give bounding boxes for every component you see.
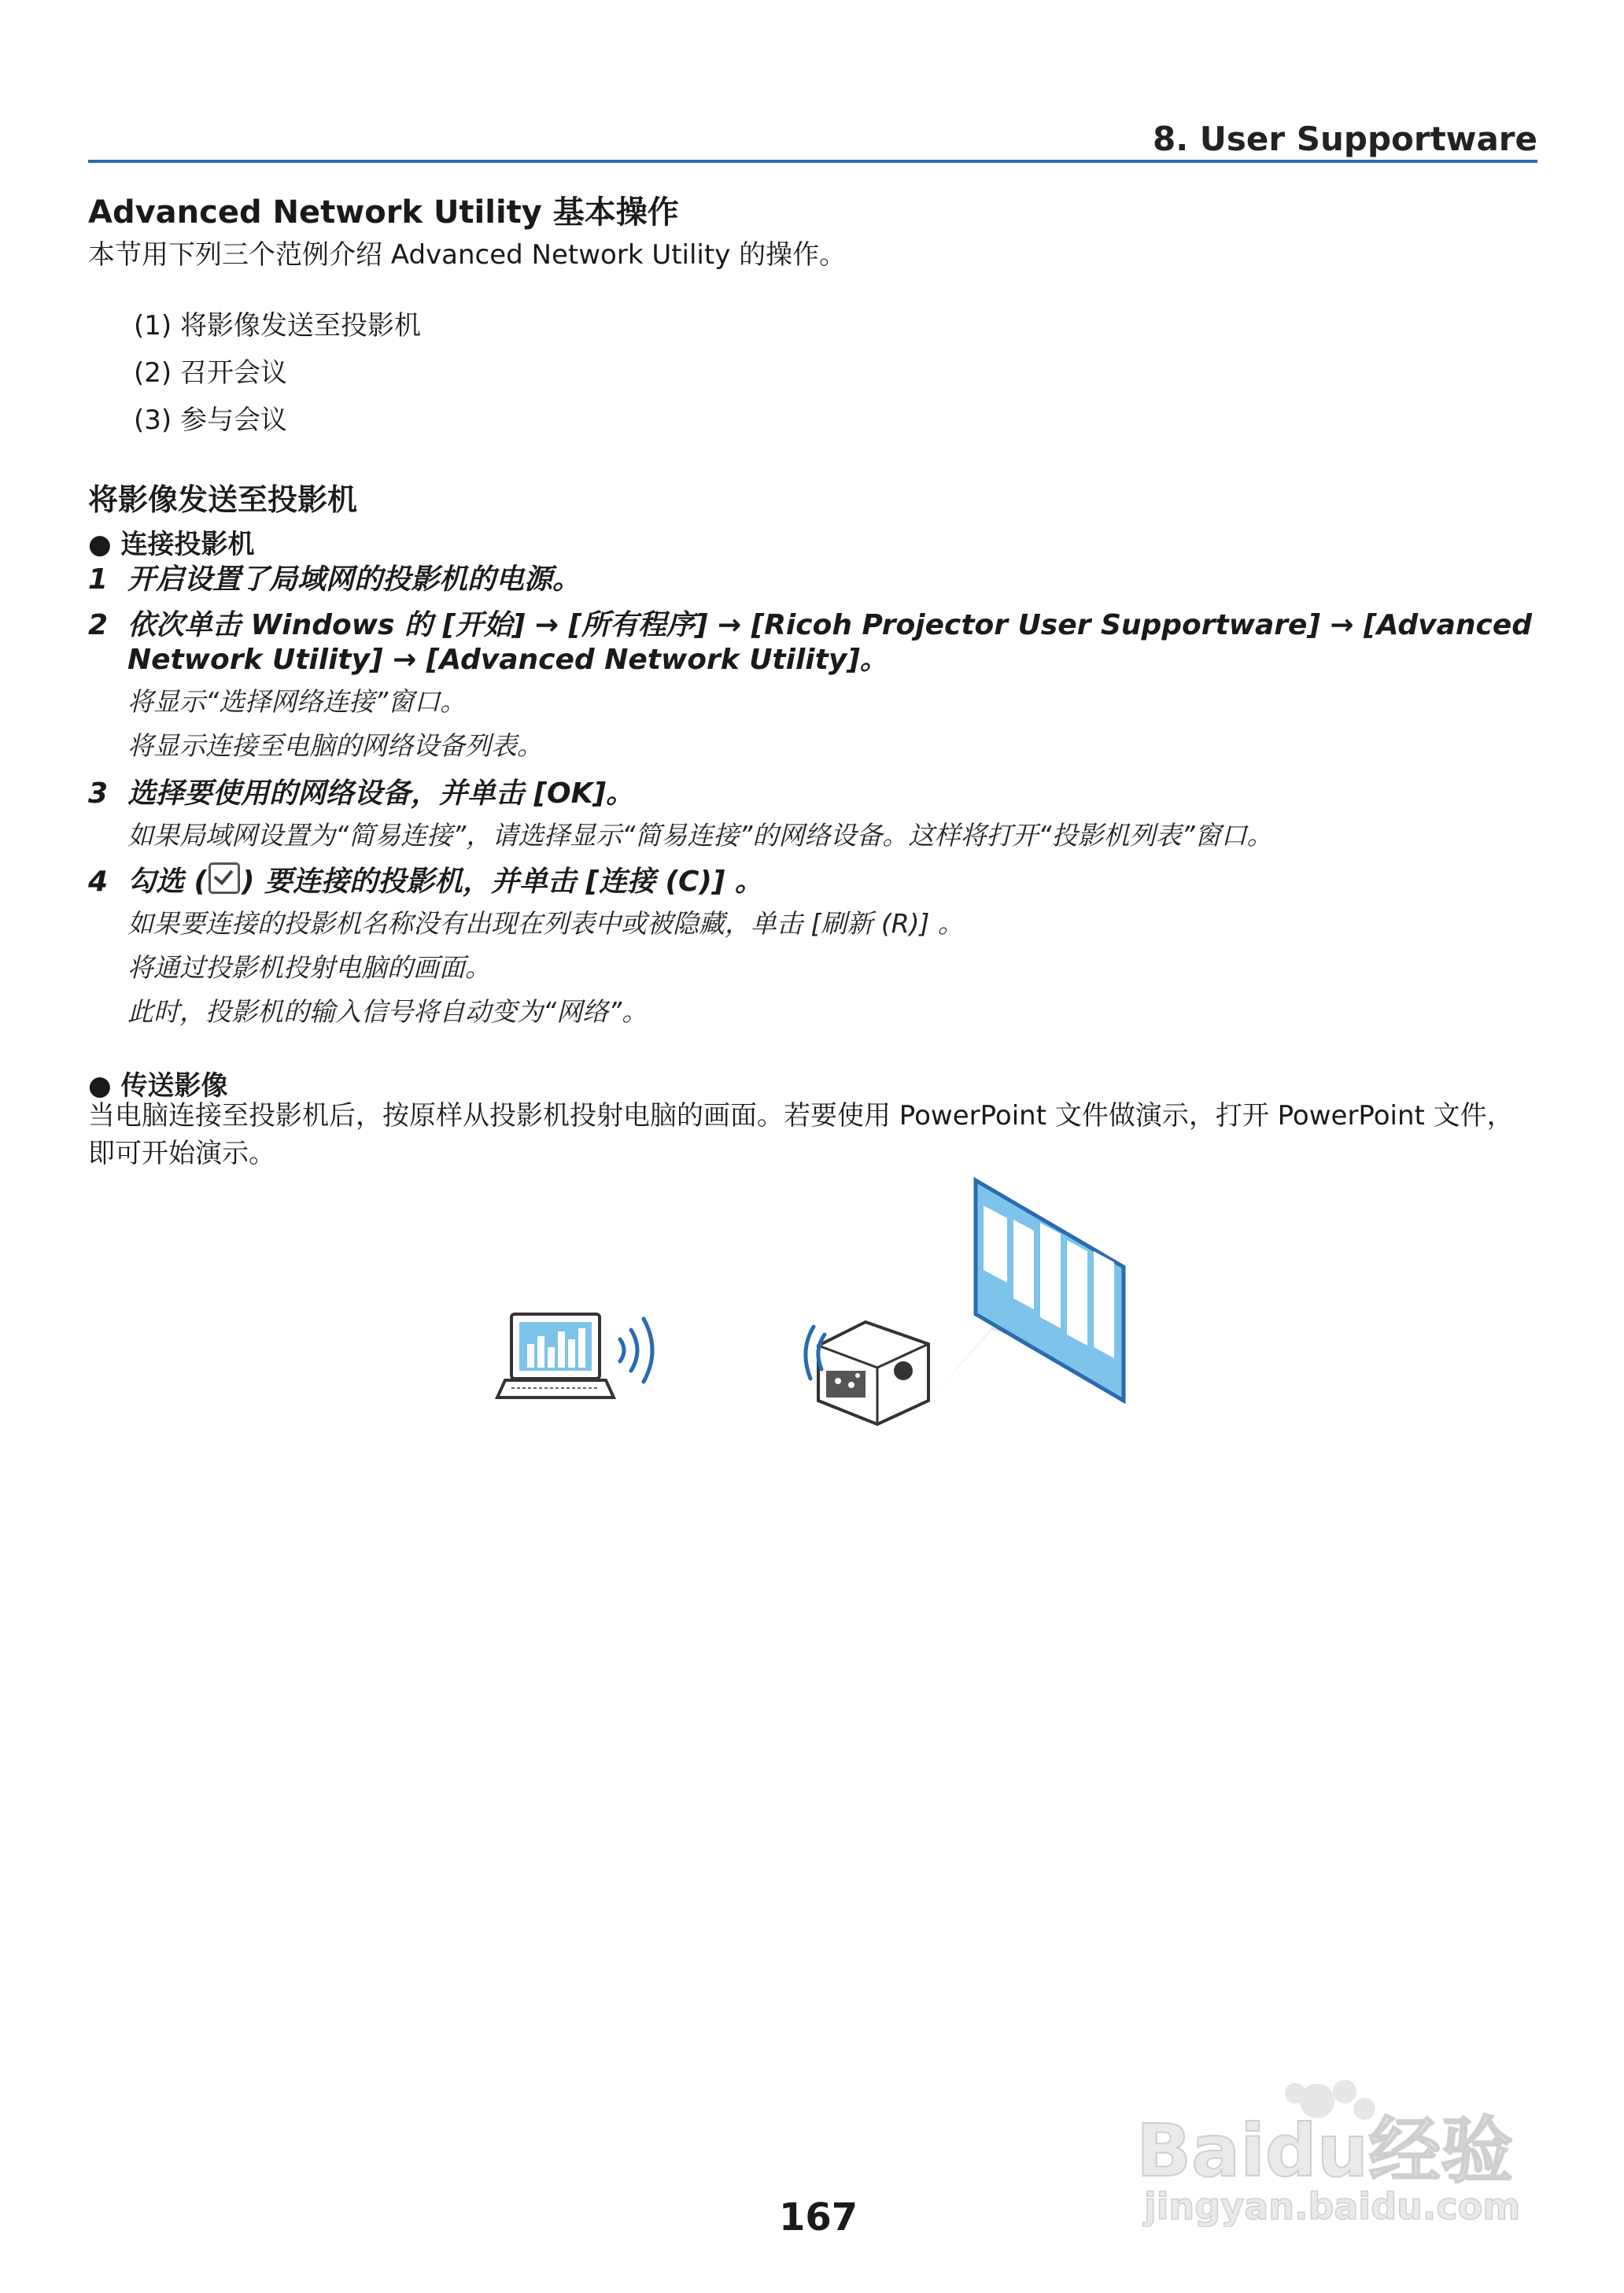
step-2-continuation: Network Utility] → [Advanced Network Utility]。 bbox=[127, 644, 888, 676]
step-note: 将显示“选择网络连接”窗口。 bbox=[127, 686, 467, 717]
step-text-post: ) 要连接的投影机，并单击 [连接 (C)] 。 bbox=[242, 866, 763, 898]
step-text: 依次单击 Windows 的 [开始] → [所有程序] → [Ricoh Projector User Supportware] → [Advanced bbox=[127, 609, 1533, 641]
projector-icon bbox=[818, 1322, 928, 1424]
section-title: Advanced Network Utility 基本操作 bbox=[88, 194, 679, 231]
step-note: 将显示连接至电脑的网络设备列表。 bbox=[127, 730, 543, 761]
example-item-1: (1) 将影像发送至投影机 bbox=[134, 310, 421, 342]
wireless-signal-icon bbox=[620, 1319, 652, 1382]
step-3 bbox=[88, 771, 634, 811]
step-4 bbox=[88, 859, 763, 899]
section-intro: 本节用下列三个范例介绍 Advanced Network Utility 的操作。 bbox=[88, 239, 847, 271]
step-note: 如果局域网设置为“简易连接”，请选择显示“简易连接”的网络设备。这样将打开“投影机列表”窗口。 bbox=[127, 820, 1273, 851]
header-divider bbox=[88, 160, 1537, 163]
projection-screen-icon bbox=[976, 1180, 1124, 1401]
send-heading: ● 传送影像 bbox=[88, 1070, 228, 1102]
example-item-3: (3) 参与会议 bbox=[134, 404, 287, 436]
example-item-2: (2) 召开会议 bbox=[134, 357, 287, 389]
step-text-pre: 勾选 ( bbox=[127, 866, 207, 898]
step-note: 将通过投影机投射电脑的画面。 bbox=[127, 952, 491, 983]
step-text: 开启设置了局域网的投影机的电源。 bbox=[127, 563, 581, 596]
laptop-icon bbox=[497, 1314, 614, 1398]
watermark-brand: Baidu经验 bbox=[1136, 2109, 1514, 2193]
step-number: 4 bbox=[88, 866, 109, 898]
step-number: 3 bbox=[88, 777, 109, 810]
checkbox-checked-icon bbox=[209, 862, 240, 894]
laptop-to-projector-illustration bbox=[488, 1165, 1133, 1448]
step-number: 2 bbox=[88, 609, 109, 641]
send-paragraph: 当电脑连接至投影机后，按原样从投影机投射电脑的画面。若要使用 PowerPoint 文件做演示，打开 PowerPoint 文件，即可开始演示。 bbox=[88, 1100, 1514, 1169]
connect-heading: ● 连接投影机 bbox=[88, 529, 255, 560]
section-header-title: 8. User Supportware bbox=[1153, 120, 1537, 158]
baidu-watermark bbox=[1120, 2070, 1530, 2227]
step-text: 选择要使用的网络设备，并单击 [OK]。 bbox=[127, 777, 634, 810]
subsection-title: 将影像发送至投影机 bbox=[88, 482, 358, 517]
step-note: 如果要连接的投影机名称没有出现在列表中或被隐藏，单击 [刷新 (R)] 。 bbox=[127, 908, 964, 939]
step-1 bbox=[88, 557, 581, 597]
step-note: 此时，投影机的输入信号将自动变为“网络”。 bbox=[127, 996, 648, 1027]
step-number: 1 bbox=[88, 563, 109, 596]
page-number: 167 bbox=[779, 2195, 858, 2239]
watermark-url: jingyan.baidu.com bbox=[1144, 2185, 1521, 2227]
